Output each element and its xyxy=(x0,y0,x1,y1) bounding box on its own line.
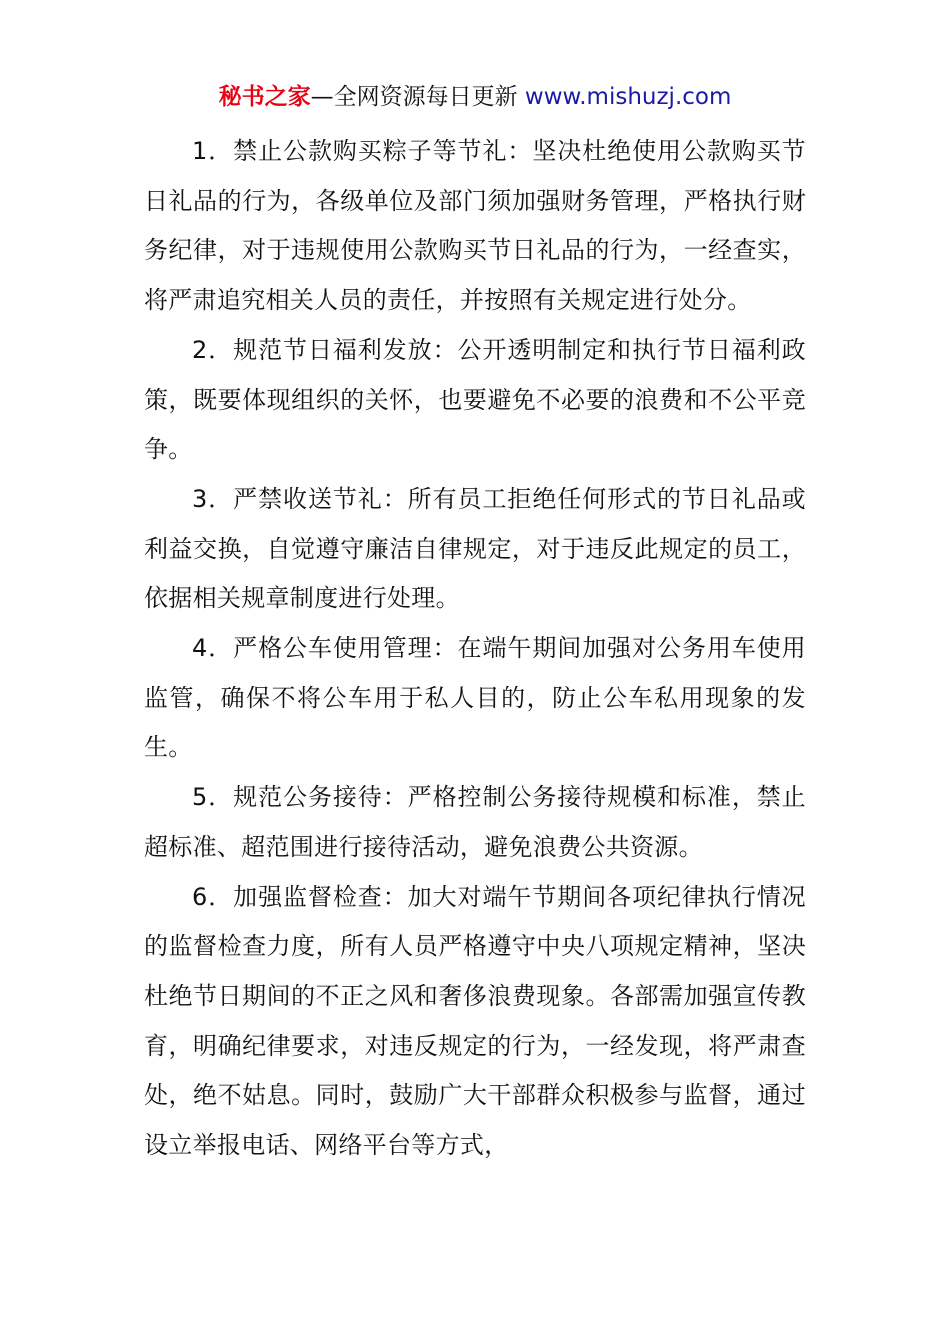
document-body xyxy=(144,127,806,1171)
paragraph-1: 1．禁止公款购买粽子等节礼：坚决杜绝使用公款购买节日礼品的行为，各级单位及部门须加强财务管理，严格执行财务纪律，对于违规使用公款购买节日礼品的行为，一经查实，将严肃追究相关人员的责任，并按照有关规定进行处分。 xyxy=(144,137,806,315)
paragraph-4: 4．严格公车使用管理：在端午期间加强对公务用车使用监管，确保不将公车用于私人目的，防止公车私用现象的发生。 xyxy=(144,634,806,762)
brand-name: 秘书之家 xyxy=(218,84,311,110)
paragraph-3: 3．严禁收送节礼：所有员工拒绝任何形式的节日礼品或利益交换，自觉遵守廉洁自律规定，对于违反此规定的员工，依据相关规章制度进行处理。 xyxy=(144,484,806,613)
paragraph-6: 6．加强监督检查：加大对端午节期间各项纪律执行情况的监督检查力度，所有人员严格遵守中央八项规定精神，坚决杜绝节日期间的不正之风和奢侈浪费现象。各部需加强宣传教育，明确纪律要求，对违反规定的行为，一经发现，将严肃查处，绝不姑息。同时，鼓励广大干部群众积极参与监督，通过设立举报电话、网络平台等方式， xyxy=(144,882,806,1160)
paragraph-2: 2．规范节日福利发放：公开透明制定和执行节日福利政策，既要体现组织的关怀，也要避免不必要的浪费和不公平竞争。 xyxy=(144,335,806,464)
site-url-link[interactable]: www.mishuzj.com xyxy=(524,84,732,110)
paragraph-5: 5．规范公务接待：严格控制公务接待规模和标准，禁止超标准、超范围进行接待活动，避免浪费公共资源。 xyxy=(144,783,806,861)
page-header xyxy=(0,80,950,114)
header-tagline: —全网资源每日更新 xyxy=(310,84,518,110)
